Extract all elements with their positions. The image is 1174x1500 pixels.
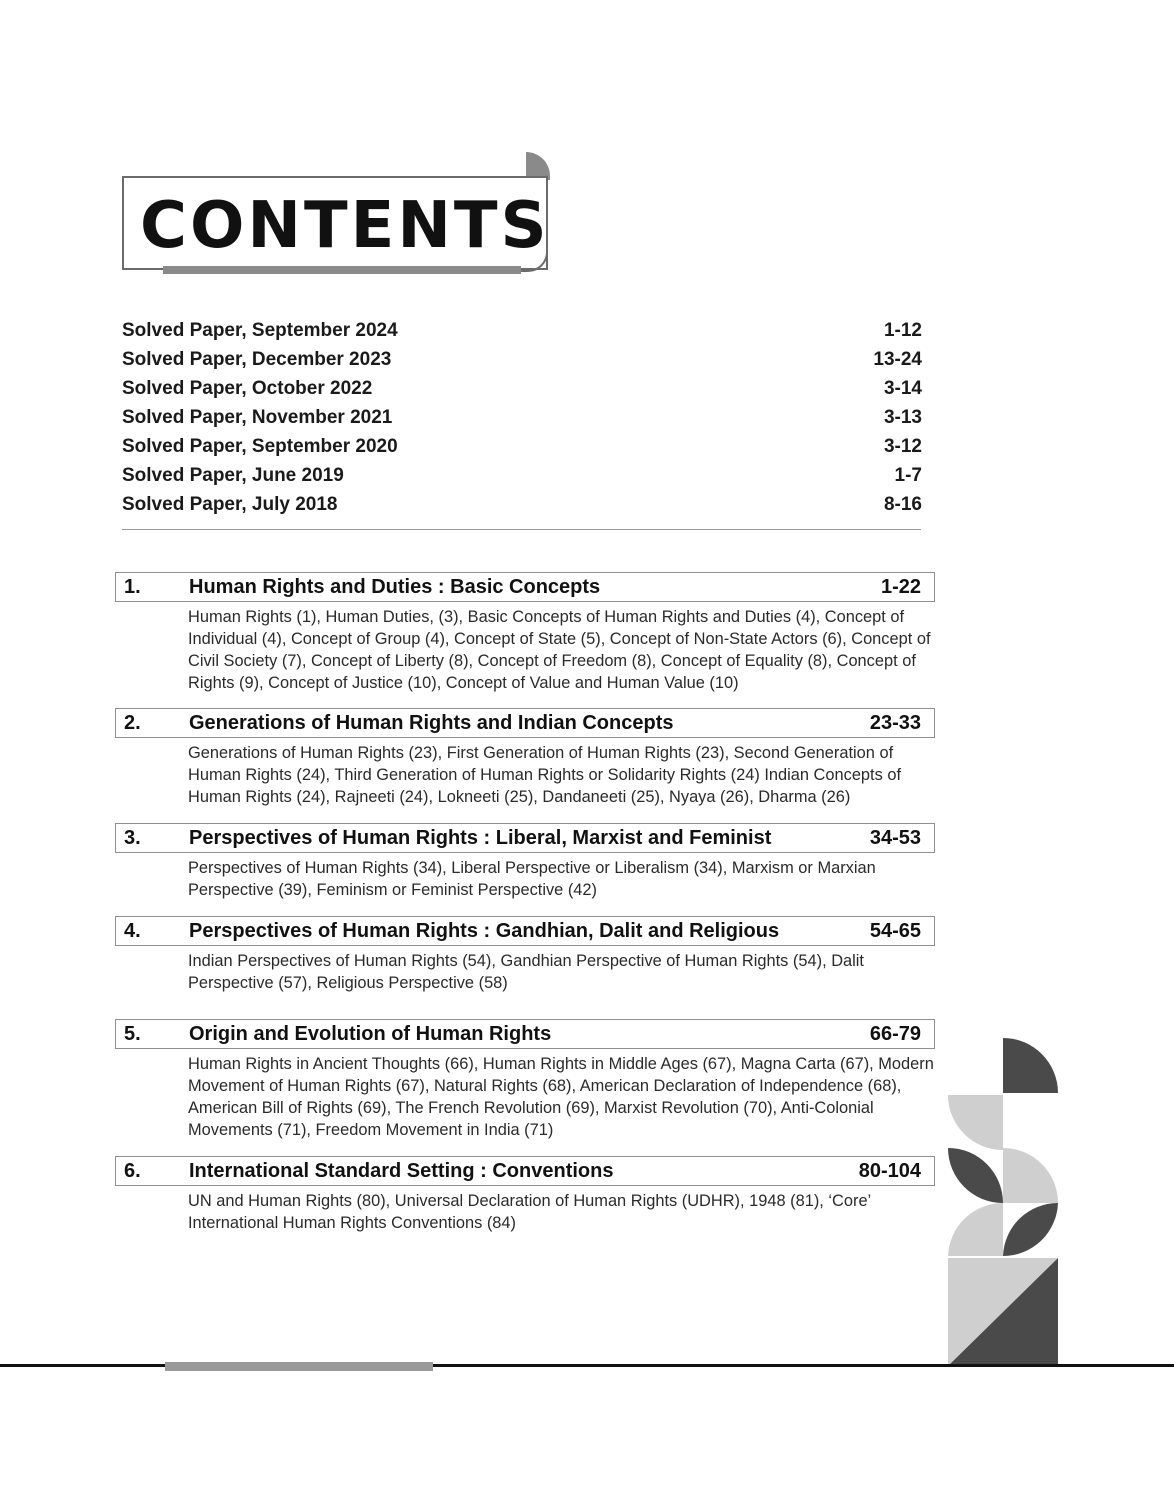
chapter-topics: Generations of Human Rights (23), First Generation of Human Rights (23), Second Generation of Human Rights (24), Third Generation of Human Rights or Solidarity Rights (24) Indian Concepts of Human Rights (24), Rajneeti (24), Lokneeti (25), Dandaneeti (25), Nyaya (26), Dharma (26): [188, 744, 902, 806]
solved-paper-label: Solved Paper, September 2020: [122, 436, 398, 457]
solved-paper-pages: 1-12: [883, 320, 922, 341]
page-title: CONTENTS: [140, 189, 550, 263]
chapter-topics: Human Rights in Ancient Thoughts (66), Human Rights in Middle Ages (67), Magna Carta (67), Modern Movement of Human Rights (67), Natural Rights (68), American Declaration of Independence (68), American Bill of Rights (69), The French Revolution (69), Marxist Revolution (70), Anti-Colonial Movements (71), Freedom Movement in India (71): [188, 1055, 934, 1139]
chapter-pages: 54-65: [869, 919, 921, 942]
chapter-number: 5.: [124, 1022, 141, 1045]
chapter-pages: 34-53: [869, 826, 921, 849]
solved-paper-entry[interactable]: [122, 378, 922, 407]
chapter-title: Origin and Evolution of Human Rights: [189, 1022, 552, 1045]
leaf-shape: [1003, 1203, 1058, 1256]
footer-accent-bar: [165, 1362, 433, 1371]
solved-paper-label: Solved Paper, July 2018: [122, 494, 338, 515]
chapter-entry: [115, 708, 935, 808]
chapter-entry: [115, 823, 935, 901]
chapter-pages: 80-104: [858, 1159, 921, 1182]
solved-paper-pages: 13-24: [873, 349, 922, 370]
solved-paper-pages: 3-12: [883, 436, 922, 457]
chapter-heading[interactable]: [115, 708, 935, 738]
chapter-heading[interactable]: [115, 916, 935, 946]
chapter-topics: Perspectives of Human Rights (34), Liberal Perspective or Liberalism (34), Marxism or Marxian Perspective (39), Feminism or Feminist Perspective (42): [188, 859, 876, 899]
chapter-entry: [115, 1156, 935, 1234]
chapter-entry: [115, 572, 935, 694]
quarter-circle-shape: [1003, 1148, 1058, 1203]
chapter-heading[interactable]: [115, 1019, 935, 1049]
solved-paper-pages: 3-13: [883, 407, 922, 428]
chapter-number: 2.: [124, 711, 141, 734]
chapter-number: 4.: [124, 919, 141, 942]
chapter-pages: 66-79: [869, 1022, 921, 1045]
chapter-title: Human Rights and Duties : Basic Concepts: [189, 575, 601, 598]
chapter-topics: Indian Perspectives of Human Rights (54), Gandhian Perspective of Human Rights (54), Dalit Perspective (57), Religious Perspective (58): [188, 952, 864, 992]
section-divider: [122, 529, 921, 530]
leaf-shape: [948, 1148, 1003, 1203]
solved-paper-label: Solved Paper, October 2022: [122, 378, 373, 399]
chapter-pages: 23-33: [869, 711, 921, 734]
chapter-entry: [115, 1019, 935, 1141]
chapter-heading[interactable]: [115, 823, 935, 853]
solved-paper-pages: 1-7: [894, 465, 922, 486]
chapter-pages: 1-22: [880, 575, 921, 598]
solved-paper-entry[interactable]: [122, 349, 922, 378]
chapter-title: Perspectives of Human Rights : Gandhian, Dalit and Religious: [189, 919, 780, 942]
solved-paper-pages: 8-16: [883, 494, 922, 515]
quarter-circle-shape: [948, 1095, 1003, 1150]
quarter-circle-shape: [1003, 1038, 1058, 1093]
chapter-topics: UN and Human Rights (80), Universal Declaration of Human Rights (UDHR), 1948 (81), ‘Core’ International Human Rights Conventions (84): [188, 1192, 871, 1232]
solved-paper-entry[interactable]: [122, 407, 922, 436]
decorative-shapes: [948, 1038, 1058, 1366]
solved-paper-pages: 3-14: [883, 378, 922, 399]
solved-paper-label: Solved Paper, June 2019: [122, 465, 344, 486]
chapter-topics: Human Rights (1), Human Duties, (3), Basic Concepts of Human Rights and Duties (4), Concept of Individual (4), Concept of Group (4), Concept of State (5), Concept of Non-State Actors (6), Concept of Civil Society (7), Concept of Liberty (8), Concept of Freedom (8), Concept of Equality (8), Concept of Rights (9), Concept of Justice (10), Concept of Value and Human Value (10): [188, 608, 931, 692]
chapter-title: Perspectives of Human Rights : Liberal, Marxist and Feminist: [189, 826, 772, 849]
quarter-circle-shape: [948, 1203, 1003, 1256]
title-underbar: [163, 266, 521, 274]
chapter-number: 6.: [124, 1159, 141, 1182]
chapter-number: 3.: [124, 826, 141, 849]
solved-paper-label: Solved Paper, September 2024: [122, 320, 398, 341]
solved-paper-entry[interactable]: [122, 465, 922, 494]
solved-paper-entry[interactable]: [122, 436, 922, 465]
chapter-number: 1.: [124, 575, 141, 598]
chapter-heading[interactable]: [115, 1156, 935, 1186]
chapter-title: International Standard Setting : Conventions: [189, 1159, 614, 1182]
chapter-heading[interactable]: [115, 572, 935, 602]
chapter-entry: [115, 916, 935, 994]
solved-papers-list: [122, 320, 922, 523]
solved-paper-label: Solved Paper, November 2021: [122, 407, 393, 428]
solved-paper-label: Solved Paper, December 2023: [122, 349, 392, 370]
chapter-title: Generations of Human Rights and Indian Concepts: [189, 711, 674, 734]
solved-paper-entry[interactable]: [122, 320, 922, 349]
solved-paper-entry[interactable]: [122, 494, 922, 523]
